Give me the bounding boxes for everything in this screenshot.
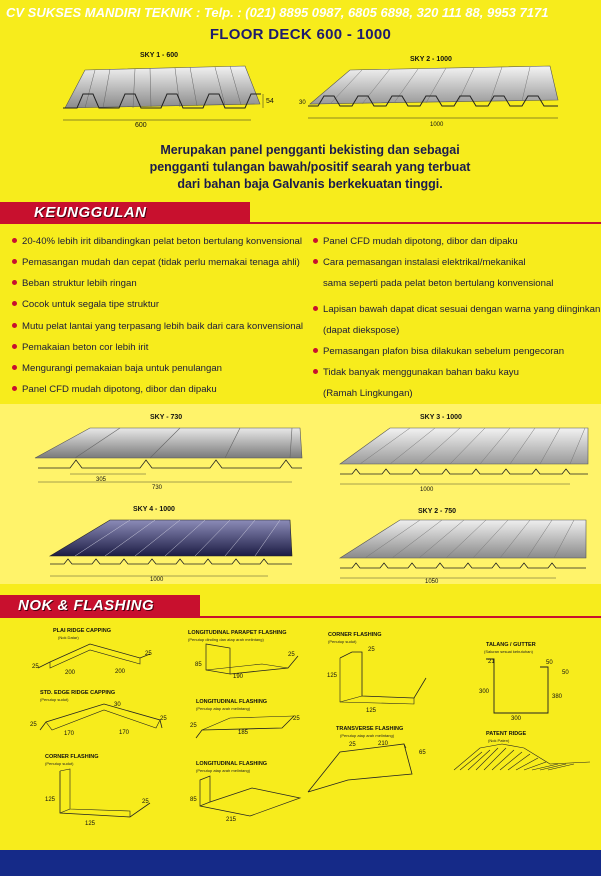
corner2-dim-2: 125 <box>327 673 338 679</box>
talang-label: TALANG / GUTTER <box>486 642 536 648</box>
std-dim-3: 170 <box>64 731 75 737</box>
talang-drawing <box>480 655 580 721</box>
sky1-width-dim: 600 <box>135 122 147 129</box>
page-title: FLOOR DECK 600 - 1000 <box>209 26 392 43</box>
std-ridge-drawing <box>32 700 172 742</box>
patent-label: PATENT RIDGE <box>486 731 527 737</box>
lf2-drawing <box>190 772 310 820</box>
list-item: (dapat diekspose) <box>323 325 400 336</box>
keunggulan-heading: KEUNGGULAN <box>34 204 147 221</box>
lf2-dim-2: 215 <box>226 817 237 823</box>
corner1-dim-3: 125 <box>85 821 96 827</box>
footer-contact: CV SUKSES MANDIRI TEKNIK : Telp. : (021) 8895 0987, 6805 6898, 320 111 88, 9953 7171 <box>6 5 549 20</box>
std-ridge-sub: (Penutup sudut) <box>40 697 69 702</box>
sky4-width-dim: 1000 <box>150 577 164 583</box>
sky1-600-label: SKY 1 - 600 <box>140 52 179 59</box>
corner2-dim-3: 125 <box>366 708 377 714</box>
plai-dim-4: 25 <box>145 651 152 657</box>
plai-dim-2: 200 <box>65 670 76 676</box>
lf2-label: LONGITUDINAL FLASHING <box>196 761 268 767</box>
intro-line-2: pengganti tulangan bawah/positif searah yang terbuat <box>149 160 471 174</box>
sky1-height-dim: 54 <box>266 98 274 105</box>
sky4-1000-label: SKY 4 - 1000 <box>133 506 175 513</box>
lpf-dim-1: 85 <box>195 662 202 668</box>
keunggulan-ribbon-line <box>0 222 601 228</box>
corner2-dim-1: 25 <box>368 647 375 653</box>
corner1-sub: (Penutup sudut) <box>45 761 74 766</box>
talang-dim-6: 300 <box>511 716 522 722</box>
std-dim-1: 30 <box>114 702 121 708</box>
talang-dim-1: 21 <box>488 659 495 665</box>
list-item: (Ramah Lingkungan) <box>323 388 413 399</box>
patent-sub: (Nok Paten) <box>488 738 510 743</box>
sky730-drawing <box>30 420 310 500</box>
lpf-drawing <box>190 642 310 682</box>
list-item: sama seperti pada pelat beton bertulang konvensional <box>323 278 554 289</box>
intro-line-3: dari bahan baja Galvanis berkekuatan tinggi. <box>177 177 443 191</box>
sky730-label: SKY - 730 <box>150 414 183 421</box>
sky2-750-drawing <box>330 514 600 589</box>
lpf-label: LONGITUDINAL PARAPET FLASHING <box>188 630 287 636</box>
nok-ribbon-line <box>0 616 601 620</box>
lpf-dim-2: 25 <box>288 652 295 658</box>
list-item: Pemasangan mudah dan cepat (tidak perlu memakai tenaga ahli) <box>12 257 300 268</box>
lpf-sub: (Penutup dinding dan atap arah melintang) <box>188 637 264 642</box>
lf1-dim-2: 185 <box>238 730 249 736</box>
list-item: Panel CFD mudah dipotong, dibor dan dipaku <box>12 384 217 395</box>
footer-bar <box>0 850 601 876</box>
sky730-width-dim: 730 <box>152 485 163 491</box>
lf1-dim-3: 25 <box>293 716 300 722</box>
sky3-1000-drawing <box>330 422 600 497</box>
std-dim-5: 25 <box>160 716 167 722</box>
talang-dim-3: 50 <box>562 670 569 676</box>
talang-sub: (Saluran sesuai kebutuhan) <box>484 649 533 654</box>
talang-dim-4: 300 <box>479 689 490 695</box>
plai-ridge-sub: (Nok Datar) <box>58 635 79 640</box>
plai-dim-3: 200 <box>115 669 126 675</box>
corner1-label: CORNER FLASHING <box>45 754 99 760</box>
talang-dim-2: 50 <box>546 660 553 666</box>
sky2-750-label: SKY 2 - 750 <box>418 508 457 515</box>
plai-ridge-label: PLAI RIDGE CAPPING <box>53 628 112 634</box>
talang-dim-5: 380 <box>552 694 563 700</box>
sky2-1000-label: SKY 2 - 1000 <box>410 56 452 63</box>
list-item: Pemakaian beton cor lebih irit <box>12 342 148 353</box>
sky2-width-dim: 1000 <box>430 122 444 128</box>
corner1-drawing <box>40 765 160 827</box>
transverse-dim-1: 25 <box>349 742 356 748</box>
lf1-sub: (Penutup atap arah melintang) <box>196 706 251 711</box>
lpf-dim-3: 190 <box>233 674 244 680</box>
sky1-600-drawing <box>55 60 275 135</box>
corner2-label: CORNER FLASHING <box>328 632 382 638</box>
nok-heading: NOK & FLASHING <box>18 597 155 614</box>
std-ridge-label: STD. EDGE RIDGE CAPPING <box>40 690 116 696</box>
list-item: Mengurangi pemakaian baja untuk penulangan <box>12 363 222 374</box>
advantages-right-list <box>313 236 601 406</box>
transverse-drawing <box>300 736 440 798</box>
list-item: Beban struktur lebih ringan <box>12 278 137 289</box>
corner2-drawing <box>330 642 430 708</box>
list-item: 20-40% lebih irit dibandingkan pelat beton bertulang konvensional <box>12 236 302 247</box>
std-dim-4: 170 <box>119 730 130 736</box>
list-item: Pemasangan plafon bisa dilakukan sebelum pengecoran <box>313 346 564 357</box>
lf2-dim-1: 85 <box>190 797 197 803</box>
lf1-label: LONGITUDINAL FLASHING <box>196 699 268 705</box>
list-item: Cocok untuk segala tipe struktur <box>12 299 159 310</box>
sky4-1000-drawing <box>40 514 310 589</box>
list-item: Lapisan bawah dapat dicat sesuai dengan warna yang diinginkan <box>313 304 600 315</box>
list-item: Panel CFD mudah dipotong, dibor dan dipaku <box>313 236 518 247</box>
sky2-height-dim: 30 <box>299 100 306 106</box>
sky3-1000-label: SKY 3 - 1000 <box>420 414 462 421</box>
corner2-sub: (Penutup sudut) <box>328 639 357 644</box>
sky2-750-width-dim: 1050 <box>425 579 439 585</box>
list-item: Cara pemasangan instalasi elektrikal/mekanikal <box>313 257 526 268</box>
list-item: Tidak banyak menggunakan bahan baku kayu <box>313 367 519 378</box>
corner1-dim-2: 25 <box>142 799 149 805</box>
std-dim-2: 25 <box>30 722 37 728</box>
transverse-dim-3: 65 <box>419 750 426 756</box>
sky730-pitch-dim: 305 <box>96 477 107 483</box>
intro-text <box>60 142 560 193</box>
transverse-label: TRANSVERSE FLASHING <box>336 726 404 732</box>
list-item: Mutu pelat lantai yang terpasang lebih baik dari cara konvensional <box>12 321 303 332</box>
corner1-dim-1: 125 <box>45 797 56 803</box>
patent-drawing <box>450 740 595 774</box>
advantages-left-list <box>12 236 312 406</box>
intro-line-1: Merupakan panel pengganti bekisting dan sebagai <box>160 143 460 157</box>
lf2-sub: (Penutup atap arah melintang) <box>196 768 251 773</box>
transverse-sub: (Penutup atap arah melintang) <box>340 733 395 738</box>
sky3-width-dim: 1000 <box>420 487 434 493</box>
lf1-dim-1: 25 <box>190 723 197 729</box>
lf1-drawing <box>190 708 310 744</box>
plai-dim-1: 25 <box>32 664 39 670</box>
plai-ridge-drawing <box>30 640 160 680</box>
transverse-dim-2: 210 <box>378 741 389 747</box>
